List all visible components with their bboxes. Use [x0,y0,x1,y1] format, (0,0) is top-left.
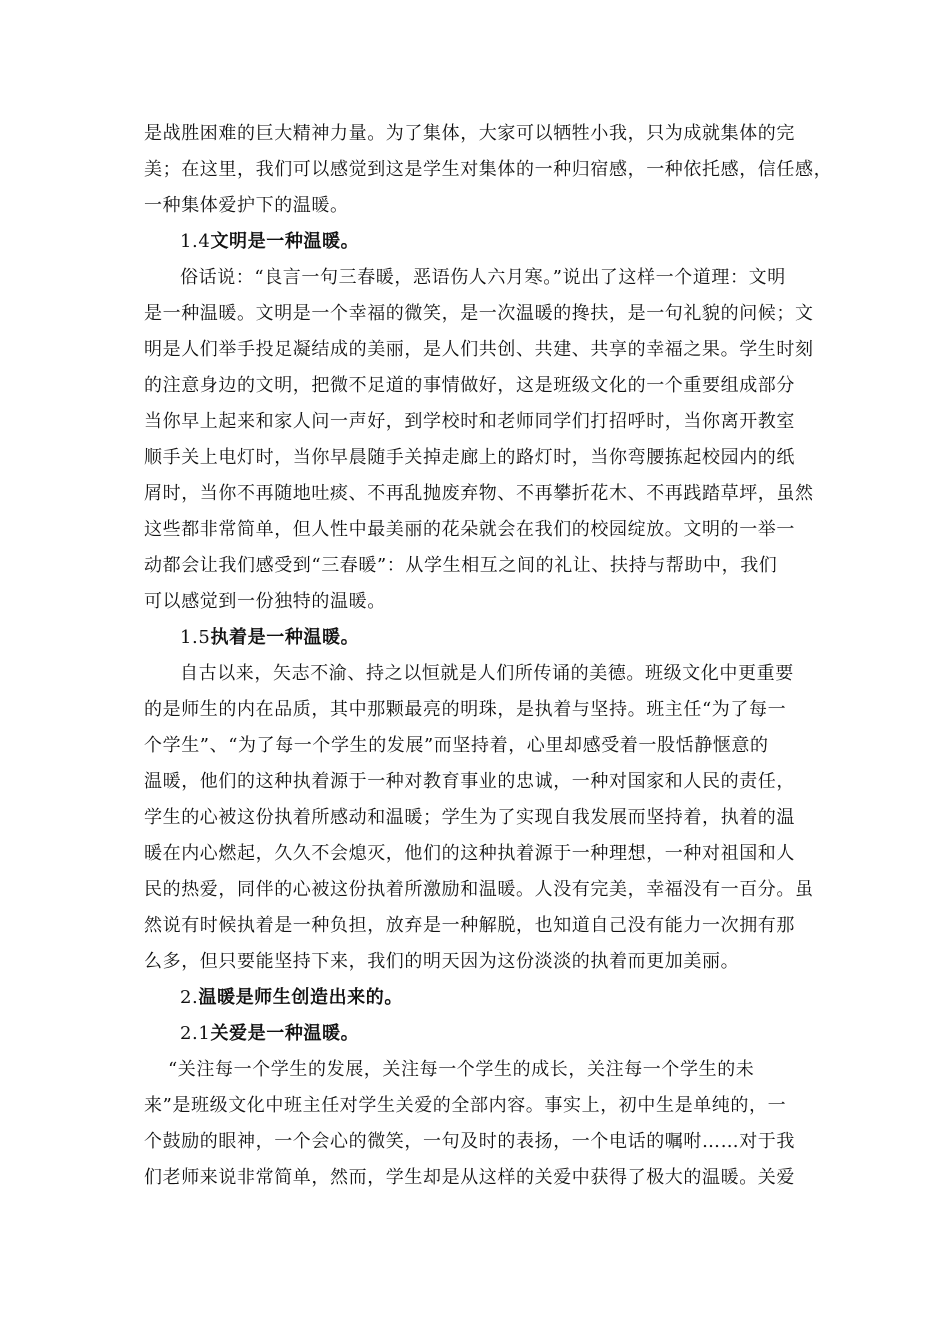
paragraph-line: 的注意身边的文明，把微不足道的事情做好，这是班级文化的一个重要组成部分 [144,375,795,396]
section-title: 温暖是师生创造出来的。 [198,987,403,1008]
paragraph-line: 屑时，当你不再随地吐痰、不再乱抛废弃物、不再攀折花木、不再践踏草坪，虽然 [144,483,814,504]
paragraph-line: 暖在内心燃起，久久不会熄灭，他们的这种执着源于一种理想，一种对祖国和人 [144,843,795,864]
paragraph-line: 顺手关上电灯时，当你早晨随手关掉走廊上的路灯时，当你弯腰拣起校园内的纸 [144,447,795,468]
section-number: 2. [180,987,199,1008]
paragraph-line: 的是师生的内在品质，其中那颗最亮的明珠，是执着与坚持。班主任“为了每一 [144,699,787,720]
section-heading-2 [144,980,834,1016]
document-page [144,116,834,1196]
section-title: 执着是一种温暖。 [210,627,360,648]
section-title: 关爱是一种温暖。 [210,1023,360,1044]
paragraph-line: 来”是班级文化中班主任对学生关爱的全部内容。事实上，初中生是单纯的，一 [144,1095,787,1116]
paragraph-line: 俗话说：“良言一句三春暖，恶语伤人六月寒。”说出了这样一个道理：文明 [180,267,786,288]
paragraph-line: 么多，但只要能坚持下来，我们的明天因为这份淡淡的执着而更加美丽。 [144,951,740,972]
section-heading-2-1 [144,1016,834,1052]
section-title: 文明是一种温暖。 [210,231,360,252]
paragraph-line: 可以感觉到一份独特的温暖。 [144,591,386,612]
paragraph-line: 当你早上起来和家人问一声好，到学校时和老师同学们打招呼时，当你离开教室 [144,411,795,432]
paragraph-line: 个鼓励的眼神，一个会心的微笑，一句及时的表扬，一个电话的嘱咐……对于我 [144,1131,795,1152]
paragraph-line: 温暖，他们的这种执着源于一种对教育事业的忠诚，一种对国家和人民的责任， [144,771,795,792]
paragraph-line: 自古以来，矢志不渝、持之以恒就是人们所传诵的美德。班级文化中更重要 [180,663,794,684]
paragraph-line: 们老师来说非常简单，然而，学生却是从这样的关爱中获得了极大的温暖。关爱 [144,1167,795,1188]
paragraph-line: 明是人们举手投足凝结成的美丽，是人们共创、共建、共享的幸福之果。学生时刻 [144,339,814,360]
paragraph-line: 是战胜困难的巨大精神力量。为了集体，大家可以牺牲小我，只为成就集体的完 [144,123,795,144]
paragraph-line: 一种集体爱护下的温暖。 [144,195,349,216]
paragraph-line: 美；在这里，我们可以感觉到这是学生对集体的一种归宿感，一种依托感，信任感， [144,159,833,180]
paragraph-line: 这些都非常简单，但人性中最美丽的花朵就会在我们的校园绽放。文明的一举一 [144,519,795,540]
section-number: 1.4 [180,231,211,252]
section-heading-1-5 [144,620,834,656]
paragraph-line: 民的热爱，同伴的心被这份执着所激励和温暖。人没有完美，幸福没有一百分。虽 [144,879,814,900]
paragraph-line: 学生的心被这份执着所感动和温暖；学生为了实现自我发展而坚持着，执着的温 [144,807,795,828]
paragraph-line: 是一种温暖。文明是一个幸福的微笑，是一次温暖的搀扶，是一句礼貌的问候；文 [144,303,814,324]
paragraph-line: “关注每一个学生的发展，关注每一个学生的成长，关注每一个学生的未 [168,1059,755,1080]
section-number: 1.5 [180,627,211,648]
section-number: 2.1 [180,1023,211,1044]
section-heading-1-4 [144,224,834,260]
paragraph-line: 然说有时候执着是一种负担，放弃是一种解脱，也知道自己没有能力一次拥有那 [144,915,795,936]
paragraph-line: 动都会让我们感受到“三春暖”：从学生相互之间的礼让、扶持与帮助中，我们 [144,555,778,576]
paragraph-line: 个学生”、“为了每一个学生的发展”而坚持着，心里却感受着一股恬静惬意的 [144,735,769,756]
